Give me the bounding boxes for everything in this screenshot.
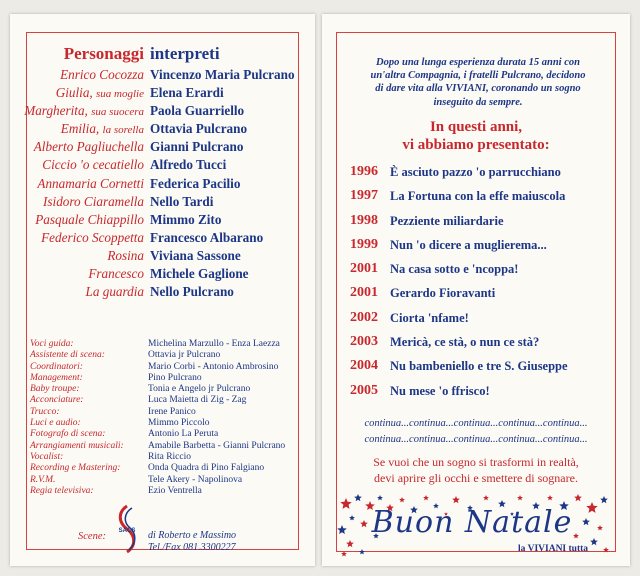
cast-actor: Paola Guarriello — [150, 103, 245, 119]
right-page — [322, 14, 630, 566]
show-row — [350, 354, 620, 378]
cast-actor: Mimmo Zito — [150, 211, 222, 227]
intro-line: un'altra Compagnia, i fratelli Pulcrano, decidono — [370, 70, 586, 82]
show-year: 1996 — [350, 164, 378, 179]
star-icon — [399, 497, 405, 502]
credit-row — [30, 463, 300, 474]
cast-role-relation: sua moglie — [96, 88, 144, 101]
cast-role — [10, 265, 150, 283]
cast-row — [10, 102, 315, 120]
closing-quote — [322, 454, 630, 486]
cast-role — [10, 175, 150, 193]
credit-label: Vocalist: — [30, 451, 64, 462]
cast-role — [10, 229, 150, 247]
credit-row — [30, 350, 300, 361]
credit-row — [30, 395, 300, 406]
continua-line-1: continua...continua...continua...continua...continua... — [364, 418, 588, 429]
intro-line: inseguito da sempre. — [433, 96, 523, 108]
credit-value: Tele Akery - Napolinova — [148, 474, 243, 485]
shows-title-line-2: vi abbiamo presentato: — [402, 137, 550, 153]
credit-value: Ottavia jr Pulcrano — [148, 350, 221, 361]
star-icon — [346, 540, 354, 547]
cast-role — [10, 138, 150, 156]
cast-list — [10, 66, 315, 301]
show-year: 2004 — [350, 358, 378, 374]
credit-row — [30, 362, 300, 373]
credits-list — [30, 339, 300, 497]
cast-role-name: Emilia, — [60, 121, 100, 137]
sacs-logo-text: SACS — [118, 528, 136, 534]
credit-row — [30, 407, 300, 418]
show-title: Nu bambeniello e tre S. Giuseppe — [390, 359, 568, 374]
star-icon — [354, 494, 362, 501]
intro-line: di dare vita alla VIVIANI, coronando un sogno — [375, 83, 581, 95]
greeting-title: Buon Natale — [371, 505, 573, 540]
credit-value: Irene Panico — [148, 406, 196, 417]
show-year: 2005 — [350, 382, 378, 398]
scene-contact — [148, 530, 236, 554]
cast-role — [10, 247, 150, 265]
star-icon — [603, 547, 609, 552]
scene-label: Scene: — [78, 531, 106, 542]
cast-role-name: La guardia — [85, 284, 144, 300]
show-year: 2003 — [350, 334, 378, 350]
show-row — [350, 233, 620, 257]
cast-actor: Michele Gaglione — [150, 266, 249, 282]
show-title: Nu mese 'o ffrisco! — [390, 383, 490, 398]
shows-title — [322, 118, 630, 154]
credit-row — [30, 452, 300, 463]
show-row — [350, 379, 620, 403]
cast-role — [10, 156, 150, 174]
credit-row — [30, 418, 300, 429]
credit-label: Baby troupe: — [30, 384, 80, 395]
cast-role-name: Alberto Pagliuchella — [33, 139, 144, 155]
show-year: 2001 — [350, 285, 378, 301]
cast-row — [10, 211, 315, 229]
credit-label: Recording e Mastering: — [30, 463, 121, 474]
cast-row — [10, 193, 315, 211]
credit-row — [30, 429, 300, 440]
cast-role — [10, 193, 150, 211]
cast-row — [10, 156, 315, 174]
star-icon — [517, 495, 523, 500]
show-row — [350, 160, 620, 184]
credit-value: Michelina Marzullo - Enza Laezza — [148, 339, 280, 349]
signature: la VIVIANI tutta — [518, 544, 589, 554]
star-icon — [574, 494, 582, 501]
cast-role — [10, 66, 150, 84]
scene-line-1: di Roberto e Massimo — [148, 530, 237, 541]
credit-value: Mimmo Piccolo — [148, 418, 210, 429]
cast-role-name: Ciccio 'o cecatiello — [42, 157, 144, 173]
cast-row — [10, 66, 315, 84]
credit-label: Management: — [30, 372, 83, 383]
show-title: È asciuto pazzo 'o parrucchiano — [390, 165, 561, 179]
cast-role — [10, 102, 150, 120]
show-title: Nun 'o dicere a muglierema... — [390, 237, 547, 252]
credit-label: Voci guida: — [30, 339, 74, 349]
credit-label: Regia televisiva: — [30, 485, 94, 496]
cast-actor: Gianni Pulcrano — [150, 139, 244, 155]
credit-value: Pino Pulcrano — [148, 372, 202, 383]
show-row — [350, 257, 620, 281]
cast-role-name: Enrico Cocozza — [60, 67, 144, 82]
shows-title-line-1: In questi anni, — [429, 119, 523, 135]
cast-row — [10, 175, 315, 193]
cast-row — [10, 229, 315, 247]
star-icon — [483, 495, 489, 500]
credit-label: Assistente di scena: — [30, 350, 105, 361]
credit-value: Rita Riccio — [148, 451, 192, 462]
show-year: 1999 — [350, 236, 378, 252]
star-icon — [377, 495, 383, 500]
credit-value: Ezio Ventrella — [148, 485, 202, 496]
cast-actor: Federica Pacilio — [150, 175, 241, 191]
star-icon — [452, 496, 460, 503]
credit-row — [30, 384, 300, 395]
cast-actor: Francesco Albarano — [150, 229, 264, 245]
credit-label: Fotografo di scena: — [30, 429, 106, 440]
cast-role-relation: sua suocera — [91, 106, 144, 119]
credit-row — [30, 373, 300, 384]
star-icon — [423, 495, 429, 500]
cast-header-role: Personaggi — [63, 44, 144, 63]
star-icon — [582, 518, 590, 525]
cast-role-relation: la sorella — [102, 124, 144, 137]
show-row — [350, 330, 620, 354]
credit-label: Acconciature: — [30, 395, 84, 406]
cast-role-name: Isidoro Ciaramella — [43, 193, 144, 209]
cast-row — [10, 84, 315, 102]
cast-actor: Viviana Sassone — [150, 247, 241, 263]
credit-label: Coordinatori: — [30, 361, 83, 372]
star-icon — [349, 515, 355, 520]
cast-role-name: Margherita, — [24, 103, 88, 119]
star-icon — [340, 498, 351, 509]
star-icon — [359, 549, 365, 554]
cast-role-name: Francesco — [88, 266, 144, 282]
show-title: Na casa sotto e 'ncoppa! — [390, 262, 519, 277]
cast-role-name: Rosina — [107, 247, 144, 263]
show-year: 1997 — [350, 188, 378, 204]
intro-line: Dopo una lunga esperienza durata 15 anni con — [376, 57, 580, 68]
cast-actor: Alfredo Tucci — [150, 157, 227, 173]
sacs-logo — [114, 504, 140, 554]
cast-role-name: Annamaria Cornetti — [37, 175, 144, 191]
credit-value: Antonio La Peruta — [148, 429, 219, 440]
cast-role — [10, 211, 150, 229]
cast-row — [10, 120, 315, 138]
left-page — [10, 14, 315, 566]
credit-value: Tonia e Angelo jr Pulcrano — [148, 384, 251, 395]
cast-role — [10, 283, 150, 301]
closing-line-1: Se vuoi che un sogno si trasformi in realtà, — [373, 455, 579, 469]
show-year: 2001 — [350, 261, 378, 277]
show-row — [350, 184, 620, 208]
continua-line-2: continua...continua...continua...continua...continua... — [364, 434, 588, 445]
star-icon — [600, 496, 608, 503]
show-title: La Fortuna con la effe maiuscola — [390, 189, 566, 204]
credit-row — [30, 441, 300, 452]
show-row — [350, 306, 620, 330]
cast-actor: Nello Pulcrano — [150, 284, 234, 300]
show-year: 1998 — [350, 212, 378, 228]
cast-header-actor: interpreti — [150, 44, 220, 63]
credit-label: R.V.M. — [30, 474, 56, 485]
credit-row — [30, 486, 300, 497]
cast-row — [10, 283, 315, 301]
credit-row — [30, 339, 300, 350]
cast-actor: Nello Tardi — [150, 193, 214, 209]
credit-value: Luca Maietta di Zig - Zag — [148, 395, 247, 406]
credit-value: Onda Quadra di Pino Falgiano — [148, 463, 265, 474]
intro-text — [348, 56, 608, 109]
cast-header — [10, 44, 315, 64]
star-icon — [547, 495, 553, 500]
star-icon — [597, 525, 603, 530]
cast-role-name: Pasquale Chiappillo — [35, 211, 144, 227]
star-icon — [586, 502, 597, 513]
show-title: Ciorta 'nfame! — [390, 310, 469, 325]
credit-value: Mario Corbi - Antonio Ambrosino — [148, 361, 279, 372]
closing-line-2: devi aprire gli occhi e smettere di sognare. — [374, 471, 578, 485]
cast-actor: Vincenzo Maria Pulcrano — [150, 67, 295, 82]
show-row — [350, 209, 620, 233]
credit-label: Arrangiamenti musicali: — [30, 440, 124, 451]
star-icon — [341, 551, 347, 556]
cast-role-name: Giulia, — [55, 85, 93, 101]
cast-row — [10, 247, 315, 265]
credit-value: Amabile Barbetta - Gianni Pulcrano — [148, 440, 286, 451]
show-title: Gerardo Fioravanti — [390, 286, 496, 301]
credit-row — [30, 475, 300, 486]
cast-actor: Ottavia Pulcrano — [150, 121, 248, 137]
credit-label: Luci e audio: — [30, 418, 81, 429]
cast-role — [10, 84, 150, 102]
show-title: Pezziente miliardarie — [390, 213, 504, 228]
cast-row — [10, 138, 315, 156]
show-year: 2002 — [350, 309, 378, 325]
cast-actor: Elena Erardi — [150, 85, 224, 101]
credit-label: Trucco: — [30, 406, 60, 417]
shows-list — [350, 160, 620, 403]
cast-row — [10, 265, 315, 283]
cast-role — [10, 120, 150, 138]
cast-role-name: Federico Scoppetta — [41, 229, 144, 245]
star-icon — [337, 525, 347, 534]
show-row — [350, 281, 620, 305]
star-icon — [590, 538, 598, 545]
scene-line-2: Tel./Fax 081.3300227 — [148, 542, 236, 553]
show-title: Mericà, ce stà, o nun ce stà? — [390, 335, 540, 350]
